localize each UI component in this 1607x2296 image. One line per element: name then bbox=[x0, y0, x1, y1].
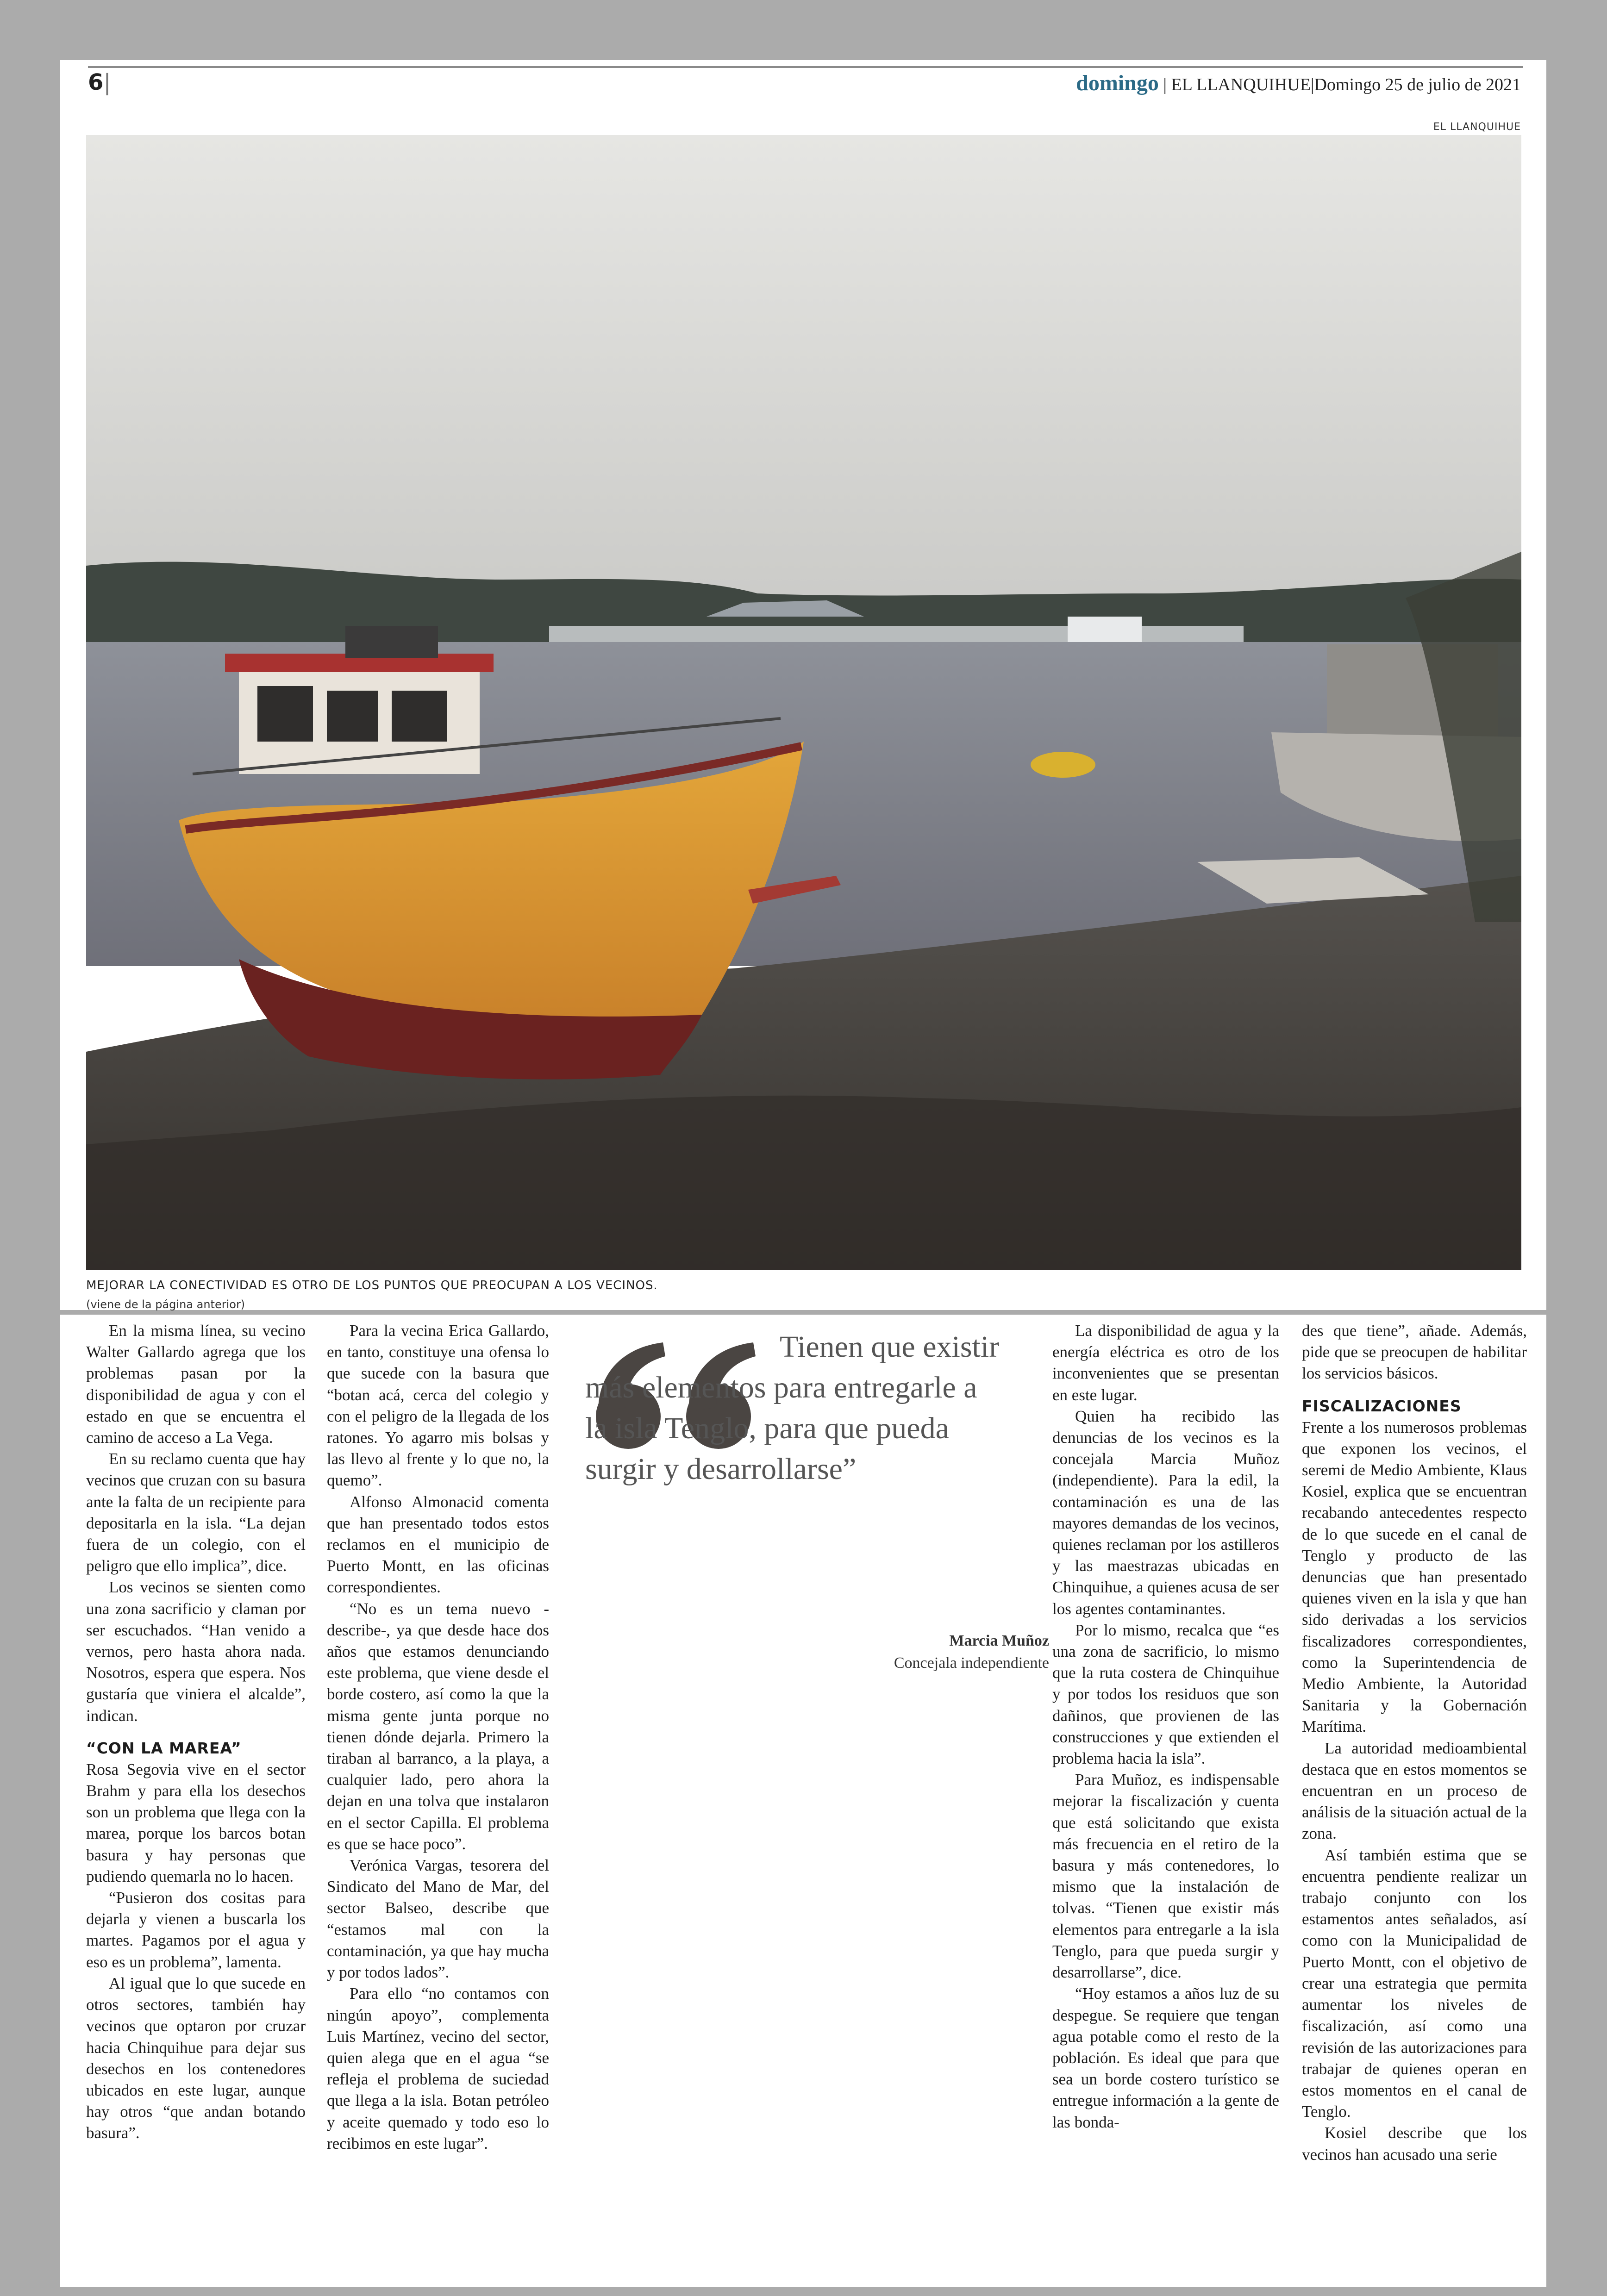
pull-quote-role: Concejala independiente bbox=[894, 1654, 1049, 1672]
continued-note: (viene de la página anterior) bbox=[86, 1298, 245, 1311]
paragraph: Kosiel describe que los vecinos han acusado una serie bbox=[1302, 2124, 1527, 2164]
paragraph: Quien ha recibido las denuncias de los vecinos es la concejala Marcia Muñoz (independiente). Para la edil, la contaminación es una de las mayores demandas de los vecinos, quienes reclaman por los astilleros y las maestrazas ubicadas en Chinquihue, a quienes acusa de ser los agentes contaminantes. bbox=[1052, 1407, 1279, 1618]
paragraph: Para ello “no contamos con ningún apoyo”, complementa Luis Martínez, vecino del sector, quien alega que en el agua “se refleja el problema de suciedad que llega a la isla. Botan petróleo y aceite quemado y todo eso lo recibimos en este lugar”. bbox=[327, 1984, 549, 2152]
paragraph: La disponibilidad de agua y la energía eléctrica es otro de los inconvenientes que se presentan en este lugar. bbox=[1052, 1322, 1279, 1404]
publication-date: Domingo 25 de julio de 2021 bbox=[1314, 75, 1521, 94]
paragraph: “No es un tema nuevo -describe-, ya que desde hace dos años que estamos denunciando este problema, que viene desde el borde costero, así como la que la misma gente junta porque no tienen dónde dejarla. Primero la tiraban al barranco, a la playa, a cualquier lado, pero ahora la dejan en una tolva que instalaron en el sector Capilla. El problema es que se hace poco”. bbox=[327, 1599, 549, 1853]
paragraph: Al igual que lo que sucede en otros sectores, también hay vecinos que optaron por cruzar hacia Chinquihue para dejar sus desechos en los contenedores ubicados en este lugar, aunque hay otros “que andan botando basura”. bbox=[86, 1974, 306, 2142]
pull-quote: Tienen que existir más elementos para entregarle a la isla Tenglo, para que pueda surgir y desarrollarse” bbox=[585, 1330, 1000, 1486]
paragraph: Alfonso Almonacid comenta que han presentado todos estos reclamos en el municipio de Puerto Montt, en las oficinas correspondientes. bbox=[327, 1492, 549, 1597]
article-column-1 bbox=[86, 1320, 306, 2144]
header-rule bbox=[88, 66, 1523, 68]
article-column-3 bbox=[1052, 1320, 1279, 2133]
header-separator: | bbox=[1163, 75, 1167, 94]
ferry-ship bbox=[1068, 617, 1142, 642]
paragraph: Frente a los numerosos problemas que exponen los vecinos, el seremi de Medio Ambiente, Klaus Kosiel, explica que se encuentran recabando antecedentes respecto de lo que sucede en el canal de Tenglo y producto de las denuncias que han presentado quienes viven en la isla y que han sido derivadas a los servicios fiscalizadores correspondientes, como la Superintendencia de Medio Ambiente, la Autoridad Sanitaria y la Gobernación Marítima. bbox=[1302, 1418, 1527, 1736]
publication-name: EL LLANQUIHUE bbox=[1171, 75, 1311, 94]
photo-credit: EL LLANQUIHUE bbox=[1433, 121, 1521, 133]
paragraph: Por lo mismo, recalca que “es una zona de sacrificio, lo mismo que la ruta costera de Chinquihue y por todos los residuos que son dañinos, que provienen de las construcciones y que extienden el problema hacia la isla”. bbox=[1052, 1621, 1279, 1768]
subheading-fiscalizaciones: FISCALIZACIONES bbox=[1302, 1397, 1462, 1415]
pull-quote-author: Marcia Muñoz bbox=[949, 1632, 1049, 1649]
paragraph: Así también estima que se encuentra pendiente realizar un trabajo conjunto con los estamentos antes señalados, así como con la Municipalidad de Puerto Montt, con el objetivo de crear una estrategia que permita aumentar los niveles de fiscalización, así como una revisión de las autorizaciones para trabajar de quienes operan en estos momentos en el canal de Tenglo. bbox=[1302, 1846, 1527, 2121]
subheading-con-la-marea: “CON LA MAREA” bbox=[86, 1739, 242, 1757]
paragraph: Verónica Vargas, tesorera del Sindicato del Mano de Mar, del sector Balseo, describe que “estamos mal con la contaminación, ya que hay mucha y por todos lados”. bbox=[327, 1856, 549, 1982]
paragraph: “Pusieron dos cositas para dejarla y vienen a buscarla los martes. Pagamos por el agua y eso es un problema”, lamenta. bbox=[86, 1889, 306, 1971]
paragraph: Para la vecina Erica Gallardo, en tanto, constituye una ofensa lo que sucede con la basura que “botan acá, cerca del colegio y con el peligro de la llegada de los ratones. Yo agarro mis bolsas y las llevo al frente y lo que no, la quemo”. bbox=[327, 1322, 549, 1490]
photo-caption: MEJORAR LA CONECTIVIDAD ES OTRO DE LOS PUNTOS QUE PREOCUPAN A LOS VECINOS. bbox=[86, 1279, 658, 1292]
article-column-4 bbox=[1302, 1320, 1527, 2165]
small-buoy-boat bbox=[1031, 752, 1095, 778]
paragraph: Para Muñoz, es indispensable mejorar la fiscalización y cuenta que está solicitando que exista más frecuencia en el retiro de la basura y más contenedores, lo mismo que la instalación de tolvas. “Tienen que existir más elementos para entregarle a la isla Tenglo, para que pueda surgir y desarrollarse”, dice. bbox=[1052, 1771, 1279, 1982]
paragraph: des que tiene”, añade. Además, pide que se preocupen de habilitar los servicios básicos. bbox=[1302, 1322, 1527, 1383]
harbor-photo bbox=[86, 135, 1521, 1270]
article-column-2 bbox=[327, 1320, 549, 2154]
paragraph: Los vecinos se sienten como una zona sacrificio y claman por ser escuchados. “Han venido a vernos, pero hasta ahora nada. Nosotros, espera que espera. Nos gustaría que viniera el alcalde”, indican. bbox=[86, 1578, 306, 1725]
page-header bbox=[1076, 70, 1521, 96]
page-number: 6| bbox=[88, 69, 111, 95]
paragraph: La autoridad medioambiental destaca que en estos momentos se encuentran en un proceso de análisis de la situación actual de la zona. bbox=[1302, 1739, 1527, 1843]
paragraph: Rosa Segovia vive en el sector Brahm y para ella los desechos son un problema que llega con la marea, porque los barcos botan basura y hay personas que pudiendo quemarla no lo hacen. bbox=[86, 1760, 306, 1885]
paragraph: En su reclamo cuenta que hay vecinos que cruzan con su basura ante la falta de un recipiente para depositarla en la isla. “La dejan fuera de un colegio, con el peligro que ello implica”, dice. bbox=[86, 1450, 306, 1575]
section-name: domingo bbox=[1076, 71, 1159, 95]
paragraph: “Hoy estamos a años luz de su despegue. Se requiere que tengan agua potable como el resto de la población. Es ideal que para que sea un borde costero turístico se entregue información a la gente de las bonda- bbox=[1052, 1984, 1279, 2131]
header-separator: | bbox=[1310, 75, 1314, 94]
paragraph: En la misma línea, su vecino Walter Gallardo agrega que los problemas pasan por la disponibilidad de agua y con el estado en que se encuentra el camino de acceso a La Vega. bbox=[86, 1322, 306, 1447]
